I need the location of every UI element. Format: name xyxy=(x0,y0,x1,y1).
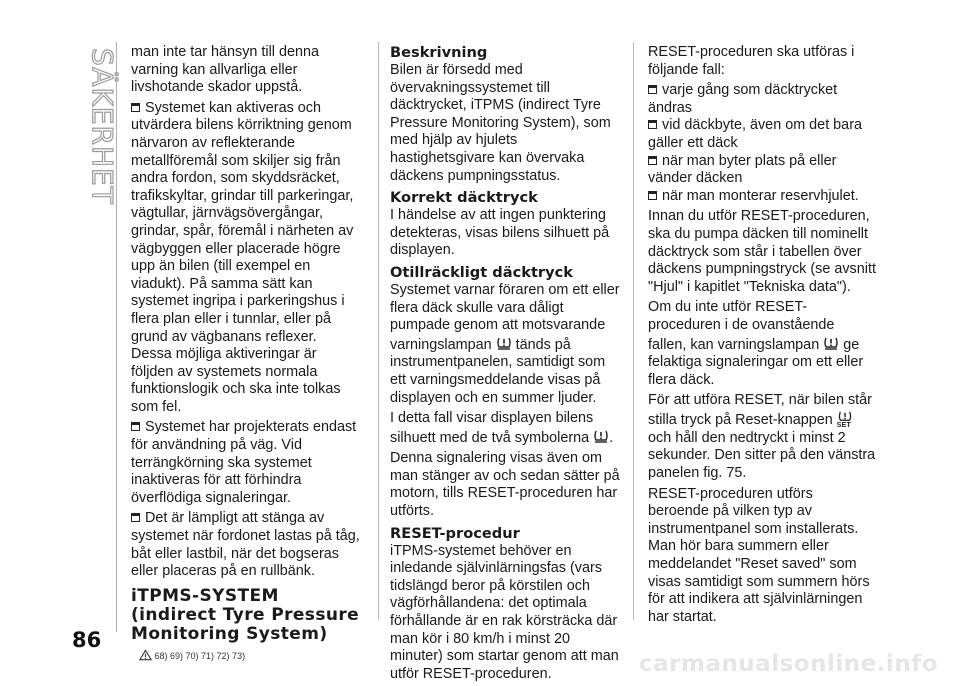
paragraph: Bilen är försedd med övervakningssystemet till däcktrycket, iTPMS (indirect Tyre Pressure Monitoring System), som med hjälp av hjulets hastighetsgivare kan övervaka däckens pumpningsstatus. xyxy=(390,62,611,184)
subheading: RESET-procedur xyxy=(390,524,520,542)
bullet-icon xyxy=(648,156,657,165)
paragraph: För att utföra RESET, när bilen står stilla tryck på Reset-knappen SET och håll den nedtryckt i minst 2 sekunder. Den sitter på den vänstra panelen fig. 75. xyxy=(648,392,876,482)
bullet-paragraph: vid däckbyte, även om det bara gäller ett däck xyxy=(648,117,862,151)
warning-references: 68) 69) 70) 71) 72) 73) xyxy=(131,648,361,666)
bullet-icon xyxy=(131,422,140,431)
column-1 xyxy=(131,44,361,665)
paragraph: RESET-proceduren utförs beroende på vilken typ av instrumentpanel som installerats. Man hör bara summern eller meddelandet "Reset saved" som visas samtidigt som summern hörs för att indikera att självinlärningen har startat. xyxy=(648,485,870,625)
subheading: Otillräckligt däcktryck xyxy=(390,263,573,281)
bullet-paragraph: Systemet har projekterats endast för användning på väg. Vid terrängkörning ska systemet inaktiveras för att förhindra överflödiga signaleringar. xyxy=(131,419,357,506)
page-number: 86 xyxy=(72,628,102,652)
bullet-paragraph: när man monterar reservhjulet. xyxy=(648,188,876,206)
bullet-icon xyxy=(648,85,657,94)
section-tab-divider xyxy=(116,42,117,632)
paragraph: I händelse av att ingen punktering detekteras, visas bilens silhuett på displayen. xyxy=(390,207,610,259)
column-2 xyxy=(390,44,625,686)
paragraph: Om du inte utför RESET-proceduren i de ovanstående fallen, kan varningslampan ge felaktiga signaleringar om ett eller flera däck. xyxy=(648,299,864,388)
paragraph: man inte tar hänsyn till denna varning kan allvarliga eller livshotande skador uppstå. xyxy=(131,44,319,96)
bullet-icon xyxy=(131,513,140,522)
tyre-pressure-warning-icon xyxy=(496,335,512,351)
paragraph: iTPMS-systemet behöver en inledande självinlärningsfas (vars tidslängd beror på körstilen och vägförhållandena: det optimala förhållande är en rak körsträcka där man kör i 80 km/h i minst 20 minuter) som startar genom att man utför RESET-proceduren. xyxy=(390,542,619,682)
subheading: Korrekt däcktryck xyxy=(390,189,538,207)
tyre-pressure-warning-icon xyxy=(593,428,609,444)
paragraph: RESET-proceduren ska utföras i följande fall: xyxy=(648,44,855,78)
bullet-icon xyxy=(648,120,657,129)
paragraph: Systemet varnar föraren om ett eller flera däck skulle vara dåligt pumpade genom att motsvarande varningslampan tänds på instrumentpanelen, samtidigt som ett varningsmeddelande visas på displayen och en summer ljuder. xyxy=(390,281,620,406)
warning-triangle-icon xyxy=(139,649,152,661)
bullet-paragraph: när man byter plats på eller vänder däcken xyxy=(648,152,837,187)
tyre-pressure-warning-icon xyxy=(823,335,839,351)
watermark: carmanualsonline.info xyxy=(638,651,938,677)
section-tab: SÄKERHET xyxy=(86,48,119,205)
reset-set-button-icon xyxy=(837,410,853,430)
bullet-icon xyxy=(131,103,140,112)
column-divider xyxy=(633,42,634,620)
paragraph: I detta fall visar displayen bilens silhuett med de två symbolerna . xyxy=(390,410,614,446)
bullet-paragraph: Systemet kan aktiveras och utvärdera bilens körriktning genom närvaron av reflekterande metallföremål som skiljer sig från andra fordon, som skyddsräcket, trafikskyltar, grindar till parkeringar, vägtullar, järnvägsövergångar, grindar, spår, föremål i närheten av vägbyggen eller placerade högre upp än bilen (till exempel en viadukt). På samma sätt kan systemet ingripa i parkeringshus i flera plan eller i tunnlar, eller på grund av vägbanans reflexer. Dessa möjliga aktiveringar är följden av systemets normala funktionslogik och ska inte tolkas som fel. xyxy=(131,99,354,415)
column-3 xyxy=(648,44,876,629)
column-divider xyxy=(378,42,379,620)
bullet-paragraph: Det är lämpligt att stänga av systemet när fordonet lastas på tåg, båt eller lastbil, när det bogseras eller placeras på en rullbänk. xyxy=(131,510,360,580)
bullet-icon xyxy=(648,191,657,200)
subheading: Beskrivning xyxy=(390,44,488,61)
bullet-paragraph: varje gång som däcktrycket ändras xyxy=(648,82,838,116)
set-label: SET xyxy=(836,421,851,429)
section-heading: iTPMS-SYSTEM (indirect Tyre Pressure Monitoring System) xyxy=(131,585,360,644)
paragraph: Innan du utför RESET-proceduren, ska du pumpa däcken till nominellt däcktryck som står i tabellen över däckens pumpningstryck (se avsnitt "Hjul" i kapitlet "Tekniska data"). xyxy=(648,208,876,295)
paragraph: Denna signalering visas även om man stänger av och sedan sätter på motorn, tills RESET-proceduren har utförts. xyxy=(390,450,620,520)
